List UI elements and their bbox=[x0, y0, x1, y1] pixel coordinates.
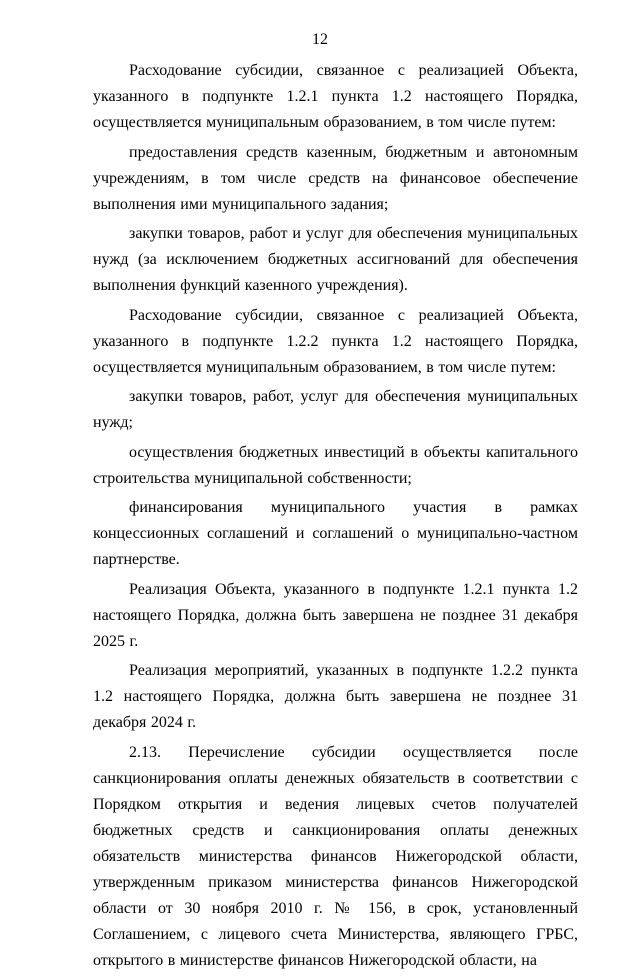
paragraph: осуществления бюджетных инвестиций в объекты капитального строительства муниципальной собственности; bbox=[93, 443, 578, 487]
paragraph: закупки товаров, работ и услуг для обеспечения муниципальных нужд (за исключением бюджетных ассигнований для обеспечения выполнения функций казенного учреждения). bbox=[93, 225, 578, 294]
paragraph: 2.13. Перечисление субсидии осуществляется после санкционирования оплаты денежных обязательств в соответствии с Порядком открытия и ведения лицевых счетов получателей бюджетных средств и санкционирования оплаты денежных обязательств министерства финансов Нижегородской области, утвержденным приказом министерства финансов Нижегородской области от 30 ноября 2010 г. № 156, в срок, установленный Соглашением, с лицевого счета Министерства, являющего ГРБС, открытого в министерстве финансов Нижегородской области, на bbox=[93, 743, 578, 969]
paragraph: Реализация Объекта, указанного в подпункте 1.2.1 пункта 1.2 настоящего Порядка, должна быть завершена не позднее 31 декабря 2025 г. bbox=[93, 580, 578, 650]
page-number: 12 bbox=[312, 31, 328, 48]
paragraph: предоставления средств казенным, бюджетным и автономным учреждениям, в том числе средств на финансовое обеспечение выполнения ими муниципального задания; bbox=[93, 143, 578, 213]
paragraph: закупки товаров, работ, услуг для обеспечения муниципальных нужд; bbox=[93, 388, 578, 431]
document-body bbox=[93, 58, 578, 977]
paragraph: Реализация мероприятий, указанных в подпункте 1.2.2 пункта 1.2 настоящего Порядка, должна быть завершена не позднее 31 декабря 2024 г. bbox=[93, 662, 578, 731]
paragraph: Расходование субсидии, связанное с реализацией Объекта, указанного в подпункте 1.2.1 пункта 1.2 настоящего Порядка, осуществляется муниципальным образованием, в том числе путем: bbox=[93, 62, 578, 131]
paragraph: Расходование субсидии, связанное с реализацией Объекта, указанного в подпункте 1.2.2 пункта 1.2 настоящего Порядка, осуществляется муниципальным образованием, в том числе путем: bbox=[93, 306, 578, 376]
paragraph: финансирования муниципального участия в рамках концессионных соглашений и соглашений о муниципально-частном партнерстве. bbox=[93, 499, 578, 568]
